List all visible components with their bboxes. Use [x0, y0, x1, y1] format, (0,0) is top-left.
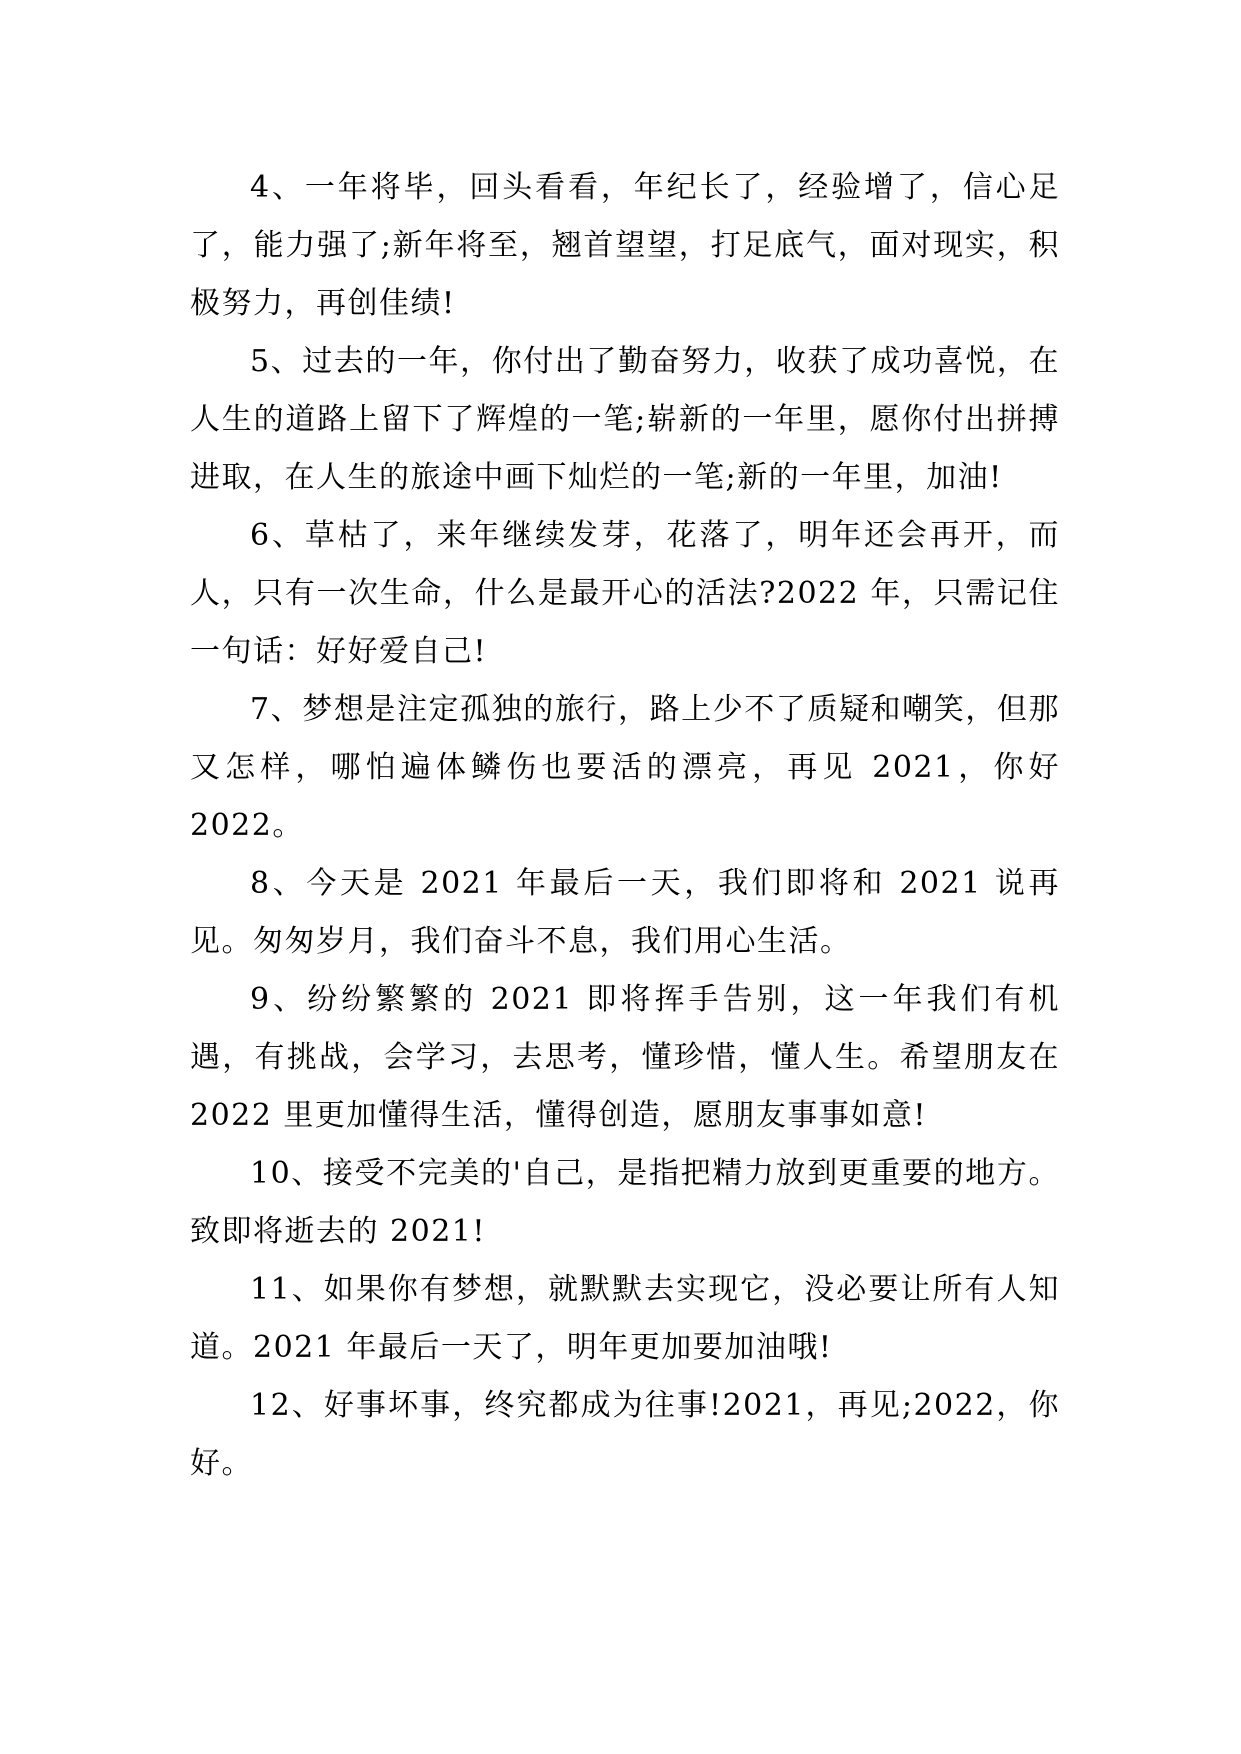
paragraph-11: 11、如果你有梦想，就默默去实现它，没必要让所有人知道。2021 年最后一天了，明年更加要加油哦!: [190, 1272, 1060, 1365]
paragraph-5: 5、过去的一年，你付出了勤奋努力，收获了成功喜悦，在人生的道路上留下了辉煌的一笔;崭新的一年里，愿你付出拼搏进取，在人生的旅途中画下灿烂的一笔;新的一年里，加油!: [190, 344, 1060, 495]
document-body: [190, 159, 1060, 1493]
paragraph-6: 6、草枯了，来年继续发芽，花落了，明年还会再开，而人，只有一次生命，什么是最开心的活法?2022 年，只需记住一句话：好好爱自己!: [190, 518, 1060, 669]
paragraph-7: 7、梦想是注定孤独的旅行，路上少不了质疑和嘲笑，但那又怎样，哪怕遍体鳞伤也要活的漂亮，再见 2021，你好 2022。: [190, 692, 1060, 843]
paragraph-8: 8、今天是 2021 年最后一天，我们即将和 2021 说再见。匆匆岁月，我们奋斗不息，我们用心生活。: [190, 866, 1060, 959]
paragraph-9: 9、纷纷繁繁的 2021 即将挥手告别，这一年我们有机遇，有挑战，会学习，去思考，懂珍惜，懂人生。希望朋友在 2022 里更加懂得生活，懂得创造，愿朋友事事如意!: [190, 982, 1060, 1133]
paragraph-10: 10、接受不完美的'自己，是指把精力放到更重要的地方。致即将逝去的 2021!: [190, 1156, 1060, 1249]
paragraph-12: 12、好事坏事，终究都成为往事!2021，再见;2022，你好。: [190, 1388, 1060, 1481]
paragraph-4: 4、一年将毕，回头看看，年纪长了，经验增了，信心足了，能力强了;新年将至，翘首望望，打足底气，面对现实，积极努力，再创佳绩!: [190, 170, 1060, 321]
